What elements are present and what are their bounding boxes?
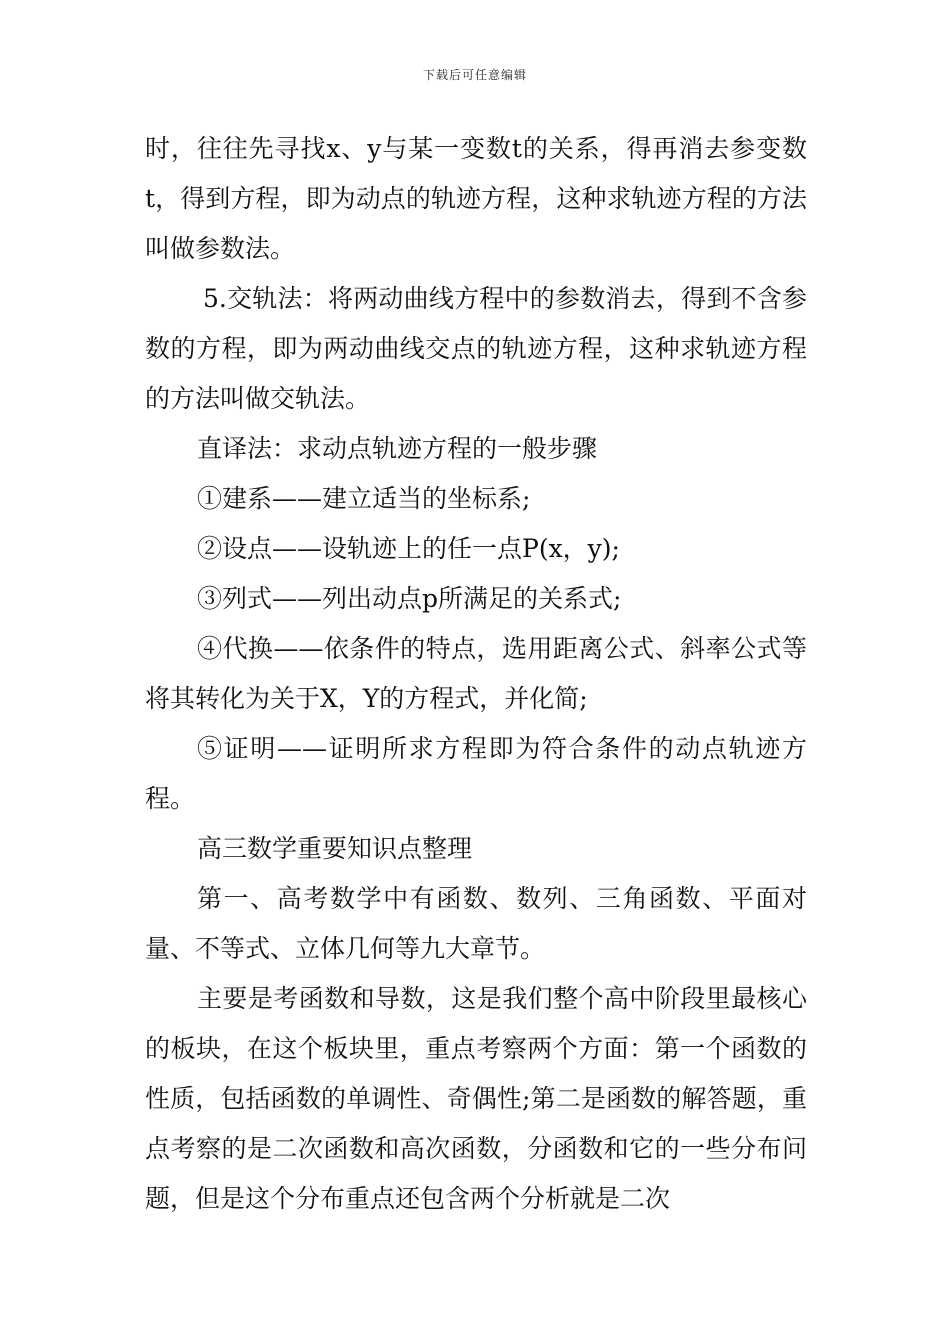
paragraph-functions: 主要是考函数和导数，这是我们整个高中阶段里最核心的板块，在这个板块里，重点考察两个方面：第一个函数的性质，包括函数的单调性、奇偶性;第二是函数的解答题，重点考察的是二次函数和高次函数，分函数和它的一些分布问题，但是这个分布重点还包含两个分析就是二次 xyxy=(145,984,807,1213)
paragraph-intersection-method: 5.交轨法：将两动曲线方程中的参数消去，得到不含参数的方程，即为两动曲线交点的轨迹方程，这种求轨迹方程的方法叫做交轨法。 xyxy=(145,284,807,413)
paragraph-chapters: 第一、高考数学中有函数、数列、三角函数、平面对量、不等式、立体几何等九大章节。 xyxy=(145,884,807,963)
step-5-prove: ⑤证明——证明所求方程即为符合条件的动点轨迹方程。 xyxy=(145,734,807,813)
step-3-equation: ③列式——列出动点p所满足的关系式; xyxy=(197,584,622,613)
step-4-substitute: ④代换——依条件的特点，选用距离公式、斜率公式等将其转化为关于X，Y的方程式，并化简; xyxy=(145,634,807,713)
section-heading-knowledge-points: 高三数学重要知识点整理 xyxy=(197,834,473,863)
paragraph-direct-method-heading: 直译法：求动点轨迹方程的一般步骤 xyxy=(197,434,598,463)
step-1-coordinate-system: ①建系——建立适当的坐标系; xyxy=(197,484,531,513)
paragraph-parameter-method: 时，往往先寻找x、y与某一变数t的关系，得再消去参变数t，得到方程，即为动点的轨迹方程，这种求轨迹方程的方法叫做参数法。 xyxy=(145,134,807,263)
document-body xyxy=(145,124,807,1224)
page-header: 下载后可任意编辑 xyxy=(422,68,527,82)
step-2-set-point: ②设点——设轨迹上的任一点P(x，y); xyxy=(197,534,620,563)
